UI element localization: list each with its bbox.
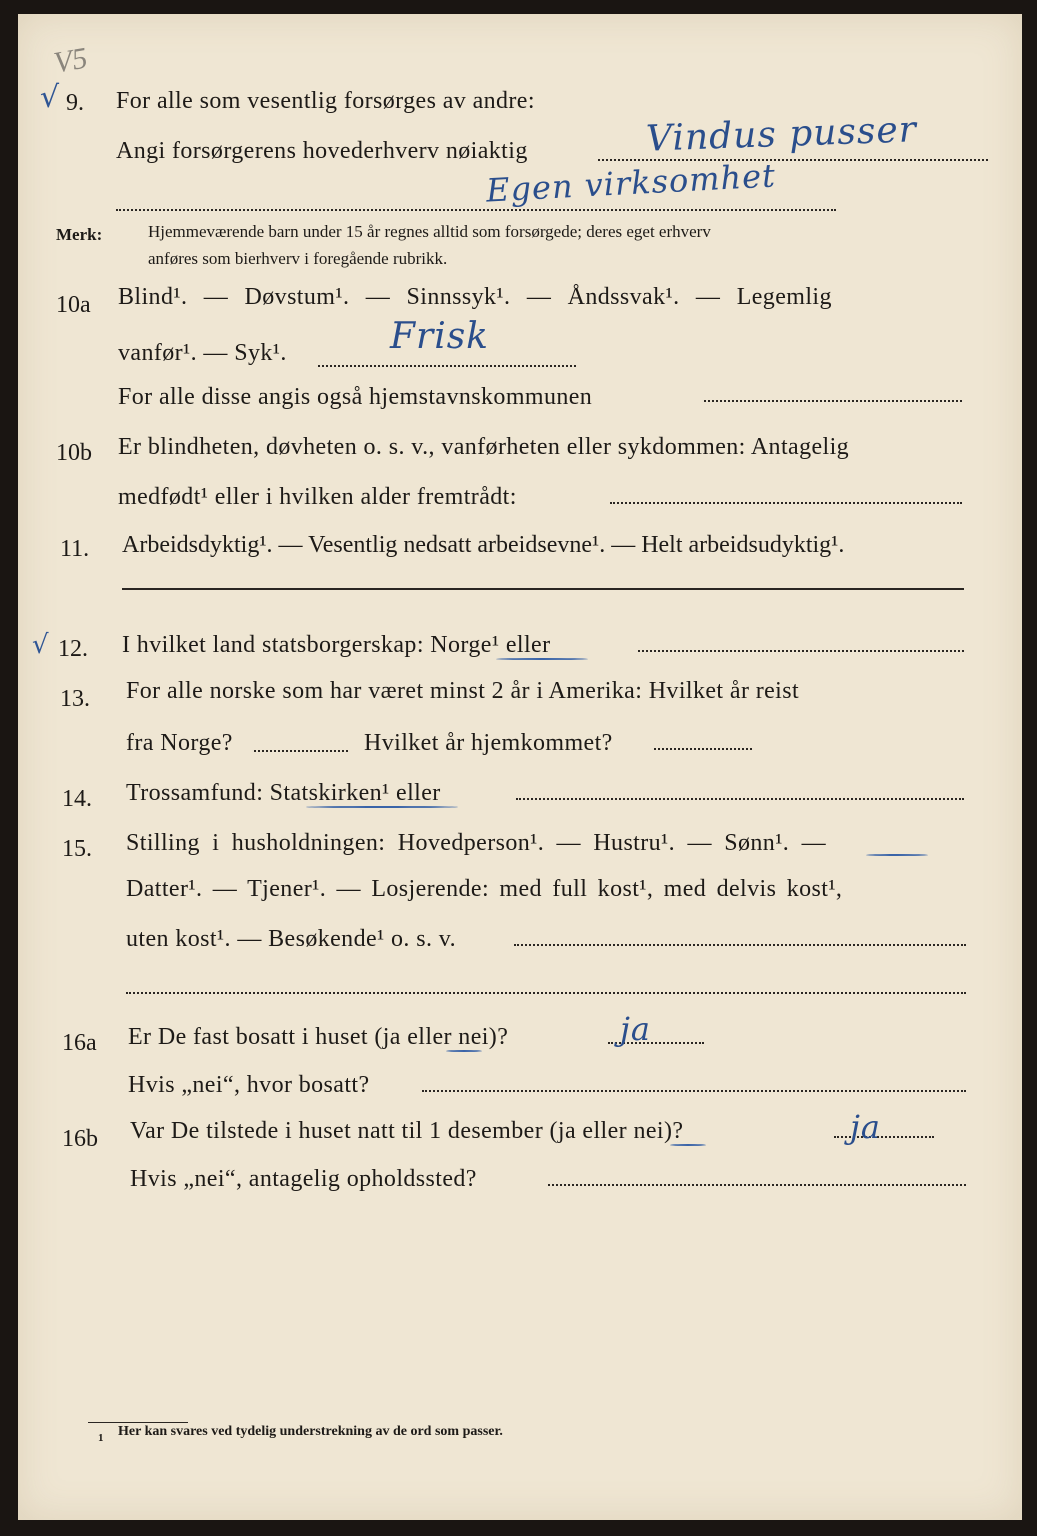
q14-statskirken-underline (306, 806, 458, 808)
q14-answer-line[interactable] (516, 798, 964, 800)
q16a-residence-line[interactable] (422, 1090, 966, 1092)
footnote-rule (88, 1422, 188, 1423)
q10a-text-line2: vanfør¹. — Syk¹. (118, 340, 287, 366)
q13-text-line1: For alle norske som har været minst 2 år i Amerika: Hvilket år reist (126, 678, 800, 704)
q10a-hometown-line[interactable] (704, 400, 962, 402)
q14-number: 14. (62, 786, 92, 812)
q10b-answer-line[interactable] (610, 502, 962, 504)
q16b-number: 16b (62, 1126, 98, 1152)
q9-answer1-handwriting: Vindus pusser (645, 109, 918, 160)
q13-text-line2a: fra Norge? (126, 730, 233, 756)
q16a-ja-underline (446, 1050, 482, 1052)
q12-answer-line[interactable] (638, 650, 964, 652)
q15-text-line2: Datter¹. — Tjener¹. — Losjerende: med full kost¹, med delvis kost¹, (126, 876, 843, 902)
q9-text-line2: Angi forsørgerens hovederhverv nøiaktig (116, 138, 528, 164)
q10a-answer-handwriting: Frisk (390, 316, 489, 357)
q9-answer-line2[interactable] (116, 209, 836, 211)
q9-number: 9. (66, 90, 84, 116)
footnote-mark: 1 (98, 1432, 104, 1444)
q15-answer-line1[interactable] (514, 944, 966, 946)
footnote-text: Her kan svares ved tydelig understrekning av de ord som passer. (118, 1424, 503, 1439)
merk-text-line1: Hjemmeværende barn under 15 år regnes alltid som forsørgede; deres eget erhverv (148, 222, 711, 241)
q16a-answer-handwriting: ja (620, 1010, 651, 1048)
q15-number: 15. (62, 836, 92, 862)
q10b-number: 10b (56, 440, 92, 466)
checkmark-icon: √ (32, 630, 49, 660)
q12-number: 12. (58, 636, 88, 662)
merk-text-line2: anføres som bierhverv i foregående rubrikk. (148, 249, 448, 268)
q12-norge-underline (496, 658, 588, 660)
census-form-page (18, 14, 1022, 1520)
q11-answer-line[interactable] (122, 588, 964, 590)
q9-answer2-handwriting: Egen virksomhet (485, 156, 777, 210)
q16b-answer-line[interactable] (834, 1136, 934, 1138)
q15-text-line3: uten kost¹. — Besøkende¹ o. s. v. (126, 926, 457, 952)
q10a-text-line3: For alle disse angis også hjemstavnskommunen (118, 384, 593, 410)
q16b-location-line[interactable] (548, 1184, 966, 1186)
q16b-answer-handwriting: ja (850, 1108, 881, 1146)
merk-label: Merk: (56, 225, 103, 244)
q10b-text-line1: Er blindheten, døvheten o. s. v., vanførheten eller sykdommen: Antagelig (118, 434, 850, 460)
q13-number: 13. (60, 686, 90, 712)
q11-number: 11. (60, 536, 90, 562)
q15-sonn-underline (866, 854, 928, 856)
q16a-text-line2: Hvis „nei“, hvor bosatt? (128, 1072, 370, 1098)
q11-text-line1: Arbeidsdyktig¹. — Vesentlig nedsatt arbeidsevne¹. — Helt arbeidsudyktig¹. (122, 532, 845, 558)
q13-return-year-line[interactable] (654, 748, 752, 750)
q16b-text-line2: Hvis „nei“, antagelig opholdssted? (130, 1166, 477, 1192)
q9-text-line1: For alle som vesentlig forsørges av andre: (116, 88, 535, 114)
q10a-text-line1: Blind¹. — Døvstum¹. — Sinnssyk¹. — Åndssvak¹. — Legemlig (118, 284, 832, 310)
q14-text-line1: Trossamfund: Statskirken¹ eller (126, 780, 441, 806)
q13-text-line2b: Hvilket år hjemkommet? (364, 730, 613, 756)
q10a-answer-line[interactable] (318, 365, 576, 367)
checkmark-icon: √ (40, 80, 60, 115)
q15-answer-line2[interactable] (126, 992, 966, 994)
q10b-text-line2: medfødt¹ eller i hvilken alder fremtrådt: (118, 484, 517, 510)
q10a-number: 10a (56, 292, 91, 318)
q12-text-line1: I hvilket land statsborgerskap: Norge¹ eller (122, 632, 551, 658)
corner-mark: V5 (51, 41, 90, 80)
q15-text-line1: Stilling i husholdningen: Hovedperson¹. — Hustru¹. — Sønn¹. — (126, 830, 826, 856)
q16a-text-line1: Er De fast bosatt i huset (ja eller nei)? (128, 1024, 509, 1050)
q16a-number: 16a (62, 1030, 97, 1056)
q13-departure-year-line[interactable] (254, 750, 348, 752)
q16b-ja-underline (670, 1144, 706, 1146)
q16b-text-line1: Var De tilstede i huset natt til 1 desember (ja eller nei)? (130, 1118, 684, 1144)
